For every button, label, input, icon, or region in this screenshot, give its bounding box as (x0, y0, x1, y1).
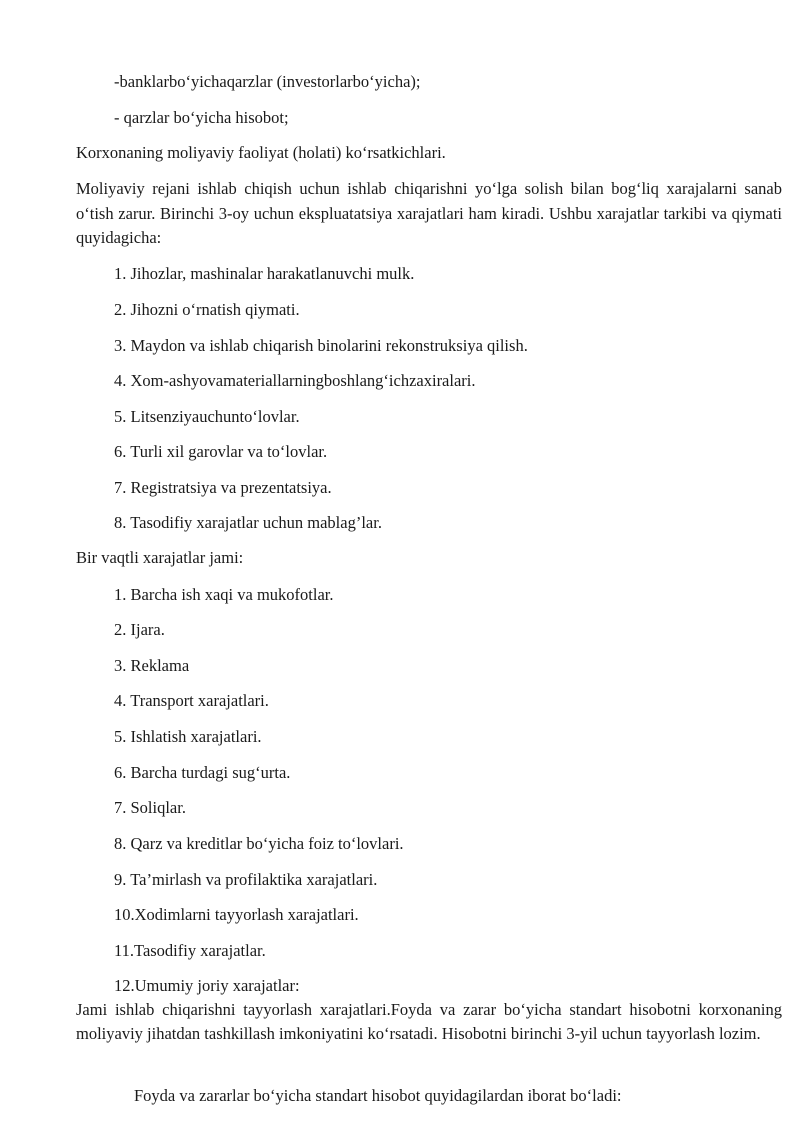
list-item: 1. Jihozlar, mashinalar harakatlanuvchi mulk. (114, 264, 415, 283)
list-item: 1. Barcha ish xaqi va mukofotlar. (114, 585, 334, 604)
list-item: 4. Transport xarajatlari. (114, 691, 269, 710)
section-heading-one-time-costs: Bir vaqtli xarajatlar jami: (76, 548, 244, 567)
summary-paragraph: Jami ishlab chiqarishni tayyorlash xarajatlari.Foyda va zarar bo‘yicha standart hisobotni korxonaning moliyaviy jihatdan tashkillash imkoniyatini ko‘rsatadi. Hisobotni birinchi 3-yil uchun tayyorlash lozim. (76, 1000, 782, 1043)
list-item: 7. Registratsiya va prezentatsiya. (114, 478, 332, 497)
list-item: 5. Litsenziyauchunto‘lovlar. (114, 407, 300, 426)
list-item: 11.Tasodifiy xarajatlar. (114, 941, 266, 960)
closing-paragraph: Foyda va zararlar bo‘yicha standart hisobot quyidagilardan iborat bo‘ladi: (134, 1086, 622, 1105)
list-item: 7. Soliqlar. (114, 798, 186, 817)
top-item-2: - qarzlar bo‘yicha hisobot; (114, 108, 289, 127)
list-item: 4. Xom-ashyovamateriallarningboshlang‘ichzaxiralari. (114, 371, 476, 390)
list-item: 12.Umumiy joriy xarajatlar: (114, 976, 300, 995)
intro-paragraph: Moliyaviy rejani ishlab chiqish uchun ishlab chiqarishni yo‘lga solish bilan bog‘liq xarajalarni sanab o‘tish zarur. Birinchi 3-oy uchun ekspluatatsiya xarajatlari ham kiradi. Ushbu xarajatlar tarkibi va qiymati quyidagicha: (76, 179, 782, 247)
list-item: 8. Qarz va kreditlar bo‘yicha foiz to‘lovlari. (114, 834, 404, 853)
list-item: 2. Ijara. (114, 620, 165, 639)
list-item: 10.Xodimlarni tayyorlash xarajatlari. (114, 905, 359, 924)
list-item: 3. Reklama (114, 656, 190, 675)
section-heading-indicators: Korxonaning moliyaviy faoliyat (holati) ko‘rsatkichlari. (76, 143, 446, 162)
top-item-1: -banklarbo‘yichaqarzlar (investorlarbo‘yicha); (114, 72, 421, 91)
list-item: 6. Turli xil garovlar va to‘lovlar. (114, 442, 328, 461)
list-item: 2. Jihozni o‘rnatish qiymati. (114, 300, 300, 319)
list-item: 6. Barcha turdagi sug‘urta. (114, 763, 291, 782)
list-item: 9. Ta’mirlash va profilaktika xarajatlari. (114, 870, 378, 889)
list-item: 8. Tasodifiy xarajatlar uchun mablag’lar. (114, 513, 382, 532)
list-item: 3. Maydon va ishlab chiqarish binolarini rekonstruksiya qilish. (114, 336, 528, 355)
list-item: 5. Ishlatish xarajatlari. (114, 727, 262, 746)
